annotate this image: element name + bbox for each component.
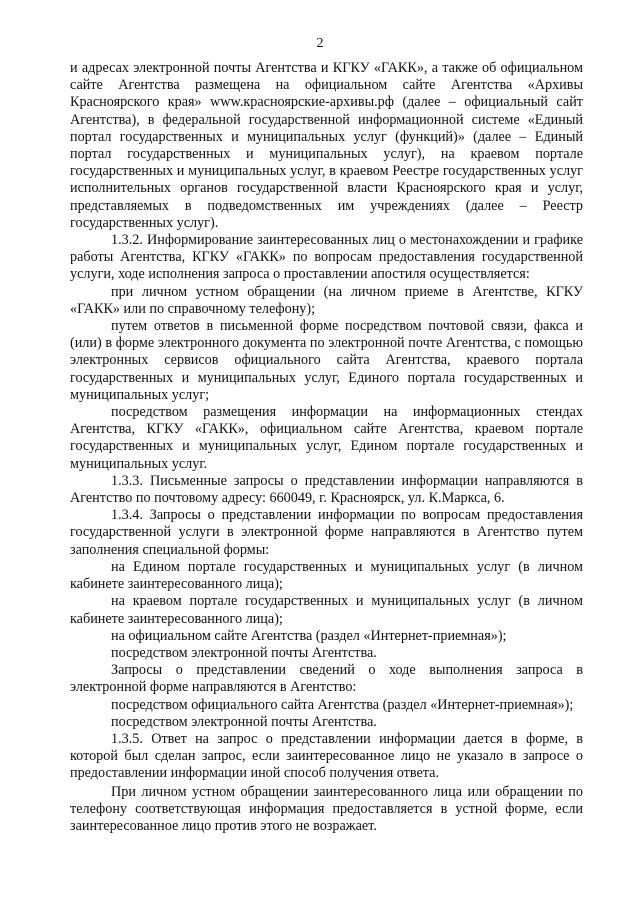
paragraph-1-3-4: 1.3.4. Запросы о представлении информации по вопросам предоставления государственной услуги в электронной форме направляются в Агентство путем заполнения специальной формы: xyxy=(70,507,583,558)
paragraph-email: посредством электронной почты Агентства. xyxy=(111,644,377,661)
paragraph-unified-portal: на Едином портале государственных и муниципальных услуг (в личном кабинете заинтересованного лица); xyxy=(70,558,583,593)
paragraph-personal-appeal: при личном устном обращении (на личном приеме в Агентстве, КГКУ «ГАКК» или по справочному телефону); xyxy=(70,283,583,317)
paragraph-regional-portal: на краевом портале государственных и муниципальных услуг (в личном кабинете заинтересованного лица); xyxy=(70,593,583,627)
paragraph-info-stands: посредством размещения информации на информационных стендах Агентства, КГКУ «ГАКК», официальном сайте Агентства, краевом портале государственных и муниципальных услуг, Едином портале государственных и муниципальных услуг. xyxy=(70,404,583,472)
paragraph-status-email: посредством электронной почты Агентства. xyxy=(111,713,377,730)
paragraph-written-replies: путем ответов в письменной форме посредством почтовой связи, факса и (или) в форме электронного документа по электронной почте Агентства, с помощью электронных сервисов официального сайта Агентства, краевого портала государственных и муниципальных услуг, Единого портала государственных и муниципальных услуг; xyxy=(70,318,583,403)
paragraph-official-site: на официальном сайте Агентства (раздел «Интернет-приемная»); xyxy=(111,627,507,644)
paragraph-1-3-3: 1.3.3. Письменные запросы о представлении информации направляются в Агентство по почтовому адресу: 660049, г. Красноярск, ул. К.Маркса, 6. xyxy=(70,472,583,507)
document-body xyxy=(70,60,583,835)
paragraph-oral-answer: При личном устном обращении заинтересованного лица или обращении по телефону соответствующая информация предоставляется в устной форме, если заинтересованное лицо против этого не возражает. xyxy=(70,783,583,834)
paragraph-status-requests: Запросы о представлении сведений о ходе выполнения запроса в электронной форме направляются в Агентство: xyxy=(70,662,583,696)
page-number: 2 xyxy=(316,36,324,51)
paragraph-1-3-5: 1.3.5. Ответ на запрос о представлении информации дается в форме, в которой был сделан запрос, если заинтересованное лицо не указало в запросе о предоставлении информации иной способ получения ответа. xyxy=(70,730,583,782)
paragraph-1-3-2: 1.3.2. Информирование заинтересованных лиц о местонахождении и графике работы Агентства, КГКУ «ГАКК» по вопросам предоставления государственной услуги, ходе исполнения запроса о проставлении апостиля осуществляется: xyxy=(70,232,583,283)
paragraph-continuation: и адресах электронной почты Агентства и КГКУ «ГАКК», а также об официальном сайте Агентства размещена на официальном сайте Агентства «Архивы Красноярского края» www.красноярские-архивы.рф (далее – официальный сайт Агентства), в федеральной государственной информационной системе «Единый портал государственных и муниципальных услуг (функций)» (далее – Единый портал государственных и муниципальных услуг), на краевом портале государственных и муниципальных услуг, в краевом Реестре государственных услуг исполнительных органов государственной власти Красноярского края и услуг, представляемых в подведомственных им учреждениях (далее – Реестр государственных услуг). xyxy=(70,60,583,231)
paragraph-status-site: посредством официального сайта Агентства (раздел «Интернет-приемная»); xyxy=(111,696,574,713)
